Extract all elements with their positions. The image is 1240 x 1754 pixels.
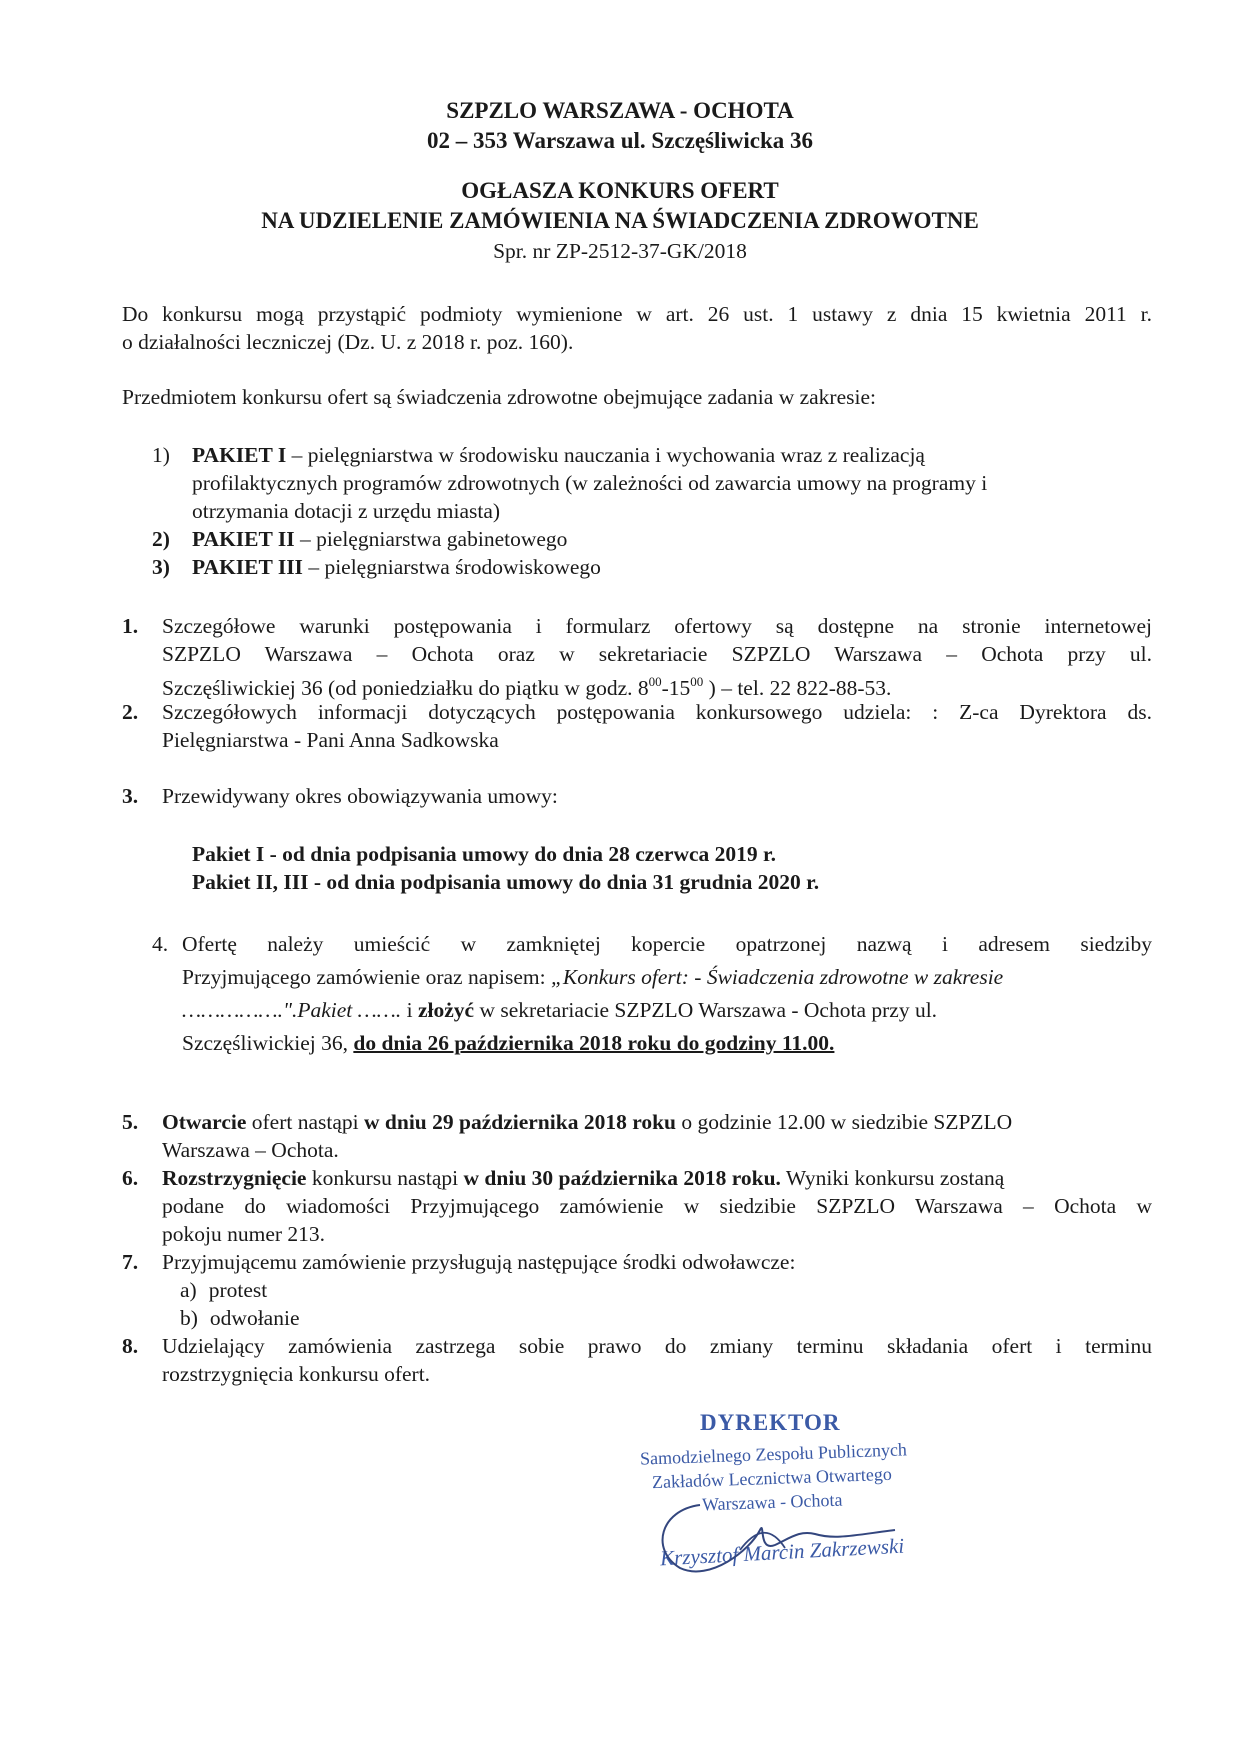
announcement-subtitle: NA UDZIELENIE ZAMÓWIENIA NA ŚWIADCZENIA ZDROWOTNE: [261, 208, 979, 233]
package-description: pielęgniarstwa w środowisku nauczania i wychowania wraz z realizacją: [307, 443, 925, 467]
package-line: PAKIET III – pielęgniarstwa środowiskowego: [192, 555, 601, 579]
package-description: pielęgniarstwa środowiskowego: [324, 555, 601, 579]
intro-line-1: Do konkursu mogą przystąpić podmioty wymienione w art. 26 ust. 1 ustawy z dnia 15 kwietnia 2011 r.: [122, 302, 1152, 326]
remedy-item: a) protest: [180, 1278, 268, 1302]
stamp-line: Warszawa - Ochota: [701, 1489, 843, 1515]
submission-deadline: do dnia 26 października 2018 roku do godziny 11.00.: [353, 1031, 835, 1055]
package-description-cont: otrzymania dotacji z urzędu miasta): [192, 499, 501, 523]
package-number: 3): [152, 555, 170, 579]
package-description: pielęgniarstwa gabinetowego: [316, 527, 568, 551]
contract-period-package-1: Pakiet I - od dnia podpisania umowy do dnia 28 czerwca 2019 r.: [192, 842, 776, 866]
intro-line-2: o działalności leczniczej (Dz. U. z 2018 r. poz. 160).: [122, 330, 574, 354]
package-line: PAKIET I – pielęgniarstwa w środowisku nauczania i wychowania wraz z realizacją: [192, 443, 925, 467]
reference-number: Spr. nr ZP-2512-37-GK/2018: [493, 239, 747, 263]
handwritten-signature: [640, 1490, 940, 1580]
remedy-item: b) odwołanie: [180, 1306, 300, 1330]
organization-address: 02 – 353 Warszawa ul. Szczęśliwicka 36: [426, 128, 814, 153]
package-name: PAKIET II: [192, 527, 295, 551]
organization-name: SZPZLO WARSZAWA - OCHOTA: [446, 98, 794, 123]
subject-line: Przedmiotem konkursu ofert są świadczenia zdrowotne obejmujące zadania w zakresie:: [122, 385, 876, 409]
document-header: [0, 96, 1240, 266]
announcement-title: OGŁASZA KONKURS OFERT: [461, 178, 779, 203]
package-number: 2): [152, 527, 170, 551]
package-line: PAKIET II – pielęgniarstwa gabinetowego: [192, 527, 568, 551]
document-page: SZPZLO WARSZAWA - OCHOTA 02 – 353 Warszawa ul. Szczęśliwicka 36 OGŁASZA KONKURS OFERT NA UDZIELENIE ZAMÓWIENIA NA ŚWIADCZENIA ZDROWOTNE Spr. nr ZP-2512-37-GK/2018 Do konkursu mogą przystąpić podmioty wymienione w art. 26 ust. 1 ustawy z dnia 15 kwietnia 2011 r. o działalności leczniczej (Dz. U. z 2018 r. poz. 160). Przedmiotem konkursu ofert są świadczenia zdrowotne obejmujące zadania w zakresie: 1) PAKIET I – pielęgniarstwa w środowisku nauczania i wychowania wraz z realizacją profilaktycznych programów zdrowotnych (w zależności od zawarcia umowy na programy i otrzymania dotacji z urzędu miasta) 2) PAKIET II – pielęgniarstwa gabinetowego 3) PAKIET III – pielęgniarstwa środowiskowego 1. Szczegółowe warunki postępowania i formularz ofertowy są dostępne na stronie internetowej SZPZLO Warszawa – Ochota oraz w sekretariacie SZPZLO Warszawa – Ochota przy ul. Szczęśliwickiej 36 (od poniedziałku do piątku w godz. $8^{00}-15^{00}$ ) – tel. 22 822-88-53. 2. Szczegółowych informacji dotyczących postępowania konkursowego udziela: : Z-ca Dyrektora ds. Pielęgniarstwa - Pani Anna Sadkowska 3. Przewidywany okres obowiązywania umowy: Pakiet I - od dnia podpisania umowy do dnia 28 czerwca 2019 r. Pakiet II, III - od dnia podpisania umowy do dnia 31 grudnia 2020 r. 4. Ofertę należy umieścić w zamkniętej kopercie opatrzonej nazwą i adresem siedziby Przyjmującego zamówienie oraz napisem: „Konkurs ofert: - Świadczenia zdrowotne w zakresie …………….".Pakiet ……. i złożyć w sekretariacie SZPZLO Warszawa - Ochota przy ul. Szczęśliwickiej 36, do dnia 26 października 2018 roku do godziny 11.00. 5. Otwarcie ofert nastąpi w dniu 29 października 2018 roku o godzinie 12.00 w siedzibie SZPZLO Warszawa – Ochota. 6. Rozstrzygnięcie konkursu nastąpi w dniu 30 października 2018 roku. Wyniki konkursu zostaną podane do wiadomości Przyjmującego zamówienie w siedzibie SZPZLO Warszawa – Ochota w pokoju numer 213. 7. Przyjmującemu zamówienie przysługują następujące środki odwoławcze: a) protest b) odwołanie 8. Udzielający zamówienia zastrzega sobie prawo do zmiany terminu składania ofert i terminu rozstrzygnięcia konkursu ofert. DYREKTOR Samodzielnego Zespołu Publicznych Zakładów Lecznictwa Otwartego Warszawa - Ochota Krzysztof Marcin Zakrzewski: [0, 0, 1240, 1754]
stamp-line: Samodzielnego Zespołu Publicznych: [639, 1439, 908, 1469]
director-stamp: [600, 1410, 1060, 1580]
package-number: 1): [152, 443, 170, 467]
package-description-cont: profilaktycznych programów zdrowotnych (w zależności od zawarcia umowy na programy i: [192, 471, 988, 495]
stamp-title: DYREKTOR: [700, 1410, 841, 1435]
contract-period-package-2-3: Pakiet II, III - od dnia podpisania umowy do dnia 31 grudnia 2020 r.: [192, 870, 820, 894]
package-name: PAKIET I: [192, 443, 287, 467]
package-name: PAKIET III: [192, 555, 303, 579]
stamp-name: Krzysztof Marcin Zakrzewski: [659, 1533, 905, 1571]
stamp-line: Zakładów Lecznictwa Otwartego: [651, 1463, 893, 1493]
